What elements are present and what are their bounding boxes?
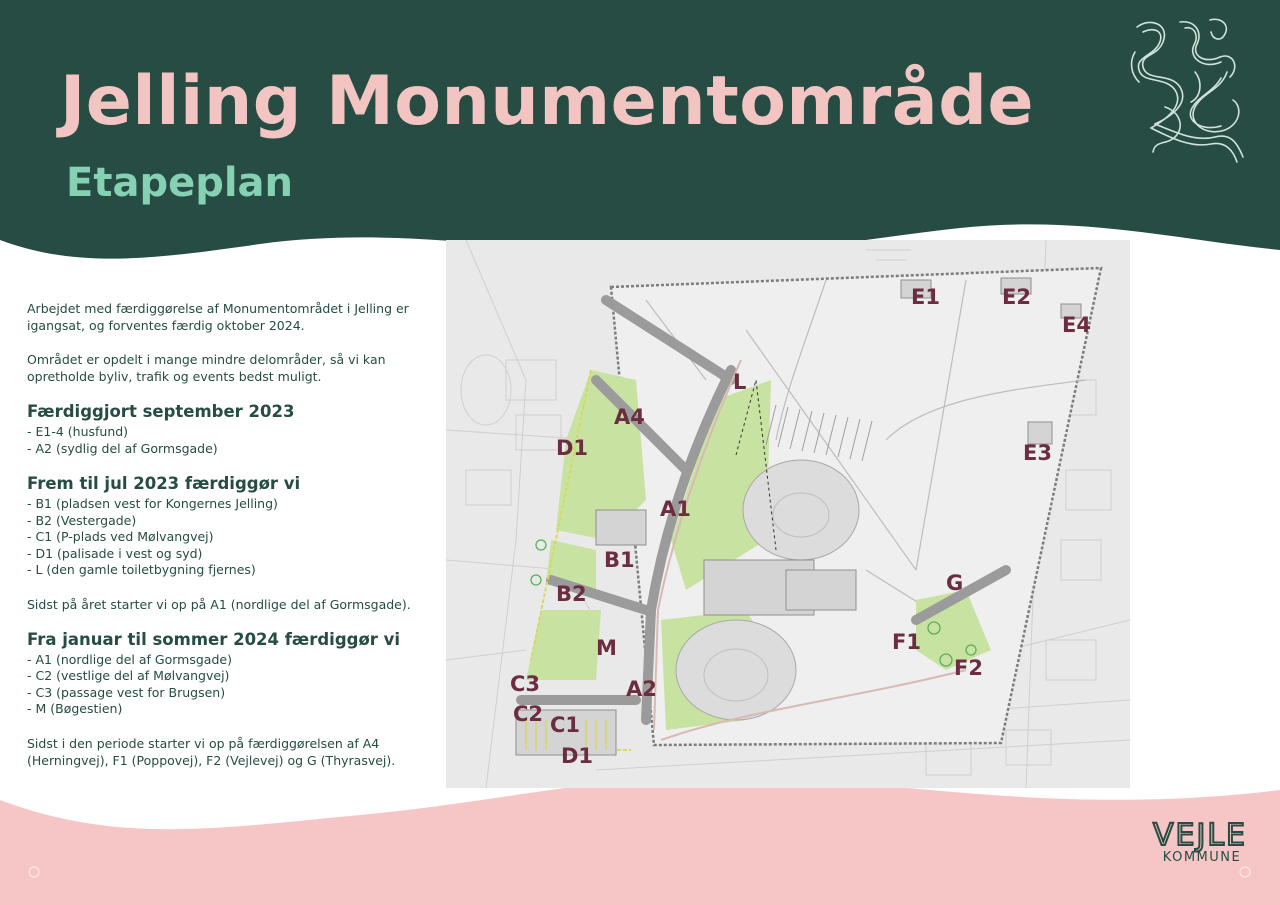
- phase-item: - C2 (vestlige del af Mølvangvej): [27, 668, 427, 685]
- phase-item: - A1 (nordlige del af Gormsgade): [27, 652, 427, 669]
- phase-heading: Færdiggjort september 2023: [27, 402, 295, 421]
- phase-item: - B2 (Vestergade): [27, 513, 427, 530]
- phase-item: - B1 (pladsen vest for Kongernes Jelling): [27, 496, 427, 513]
- zone-label-b1: B1: [604, 548, 635, 572]
- zone-label-a1: A1: [660, 497, 691, 521]
- zone-label-g: G: [946, 571, 964, 595]
- zone-label-e1: E1: [911, 285, 940, 309]
- zone-label-d1-south: D1: [561, 744, 594, 768]
- intro-paragraph: Området er opdelt i mange mindre delområder, så vi kan opretholde byliv, trafik og events bedst muligt.: [27, 352, 386, 384]
- logo-subtext: KOMMUNE: [1162, 850, 1242, 865]
- jelling-rune-animal-icon: [1125, 12, 1250, 167]
- note-paragraph: Sidst på året starter vi op på A1 (nordlige del af Gormsgade).: [27, 596, 411, 612]
- page-subtitle: Etapeplan: [66, 160, 294, 206]
- zone-label-f2: F2: [954, 656, 983, 680]
- logo-wordmark: VEJLE: [1153, 818, 1247, 853]
- phase-item: - C3 (passage vest for Brugsen): [27, 685, 427, 702]
- zone-label-f1: F1: [892, 630, 921, 654]
- phase-item: - A2 (sydlig del af Gormsgade): [27, 441, 427, 458]
- phase-section: [27, 402, 427, 457]
- phase-item: - C1 (P-plads ved Mølvangvej): [27, 529, 427, 546]
- site-plan-map: [446, 240, 1130, 788]
- zone-label-c1: C1: [550, 713, 581, 737]
- zone-label-e2: E2: [1002, 285, 1031, 309]
- zone-label-c2: C2: [513, 702, 544, 726]
- phase-heading: Fra januar til sommer 2024 færdiggør vi: [27, 629, 401, 649]
- zone-label-a4: A4: [614, 405, 645, 429]
- zone-label-a2: A2: [626, 677, 657, 701]
- phase-list: [27, 424, 427, 457]
- zone-label-m: M: [596, 636, 617, 660]
- note-paragraph: Sidst i den periode starter vi op på færdiggørelsen af A4 (Herningvej), F1 (Poppovej), F2 (Vejlevej) og G (Thyrasvej).: [27, 735, 396, 768]
- zone-label-l: L: [733, 370, 747, 394]
- zone-label-b2: B2: [556, 582, 587, 606]
- phase-item: - E1-4 (husfund): [27, 424, 427, 441]
- zone-label-c3: C3: [510, 672, 541, 696]
- phase-heading: Frem til jul 2023 færdiggør vi: [27, 474, 301, 493]
- intro-paragraph: Arbejdet med færdiggørelse af Monumentområdet i Jelling er igangsat, og forventes færdig oktober 2024.: [27, 301, 409, 333]
- phase-item: - L (den gamle toiletbygning fjernes): [27, 562, 427, 579]
- zone-label-e4: E4: [1062, 313, 1091, 337]
- phase-list: [27, 496, 427, 579]
- site-plan-drawing: [446, 240, 1130, 788]
- phase-section: [27, 474, 427, 579]
- phase-list: [27, 652, 427, 718]
- zone-label-d1-north: D1: [556, 436, 589, 460]
- phase-section: [27, 630, 427, 718]
- phase-item: - M (Bøgestien): [27, 701, 427, 718]
- phase-item: - D1 (palisade i vest og syd): [27, 546, 427, 563]
- zone-label-e3: E3: [1023, 441, 1052, 465]
- info-column: [27, 300, 427, 786]
- page-title: Jelling Monumentområde: [60, 62, 1034, 141]
